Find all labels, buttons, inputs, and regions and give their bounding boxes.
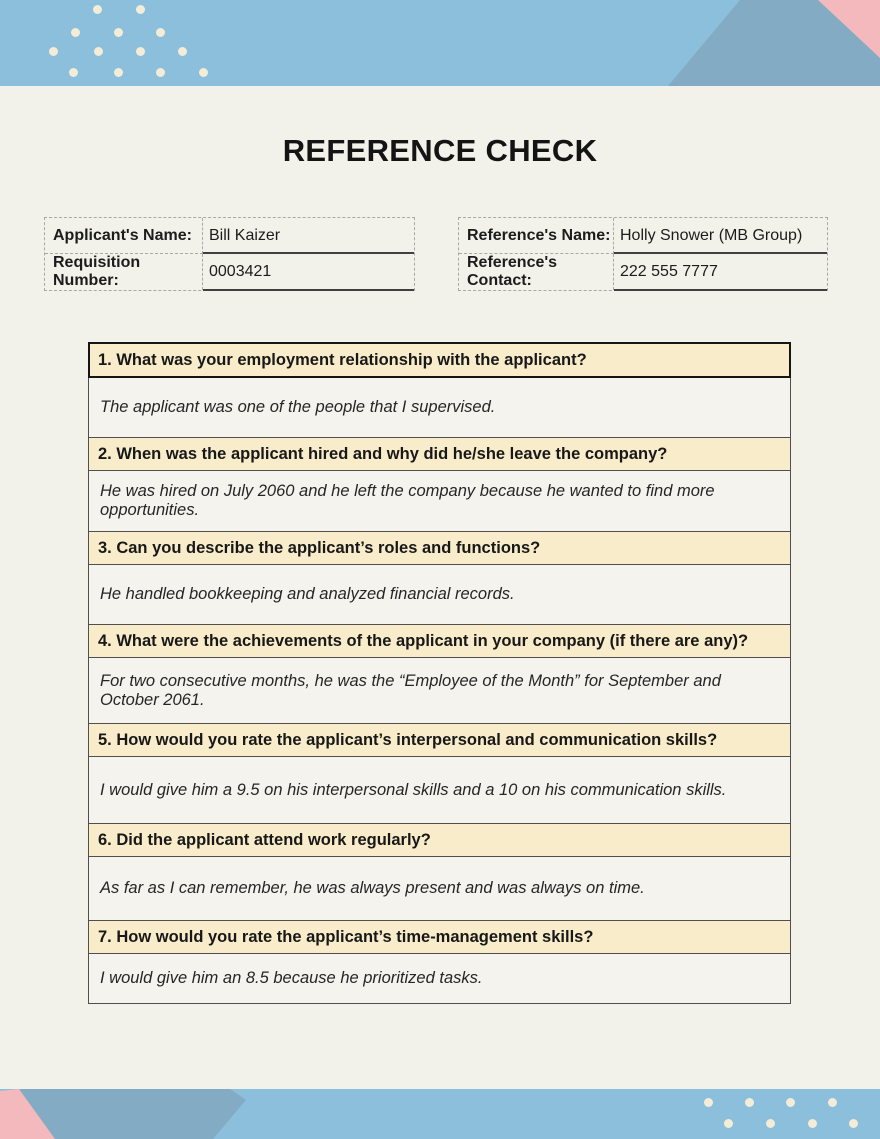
decor-dot <box>745 1098 754 1107</box>
decor-dot <box>69 68 78 77</box>
qa-table <box>88 342 791 1004</box>
footer-dark-blue-shape <box>0 1089 880 1139</box>
decor-dot <box>199 68 208 77</box>
answer-2[interactable]: He was hired on July 2060 and he left the company because he wanted to find more opportunities. <box>89 471 790 531</box>
decor-dot <box>178 47 187 56</box>
question-4: 4. What were the achievements of the applicant in your company (if there are any)? <box>89 624 790 658</box>
decor-dot <box>93 5 102 14</box>
decor-dot <box>94 47 103 56</box>
decor-dot <box>766 1119 775 1128</box>
answer-6[interactable]: As far as I can remember, he was always present and was always on time. <box>89 857 790 920</box>
question-7: 7. How would you rate the applicant’s time-management skills? <box>89 920 790 954</box>
requisition-number-value[interactable]: 0003421 <box>203 254 414 290</box>
decor-dot <box>808 1119 817 1128</box>
reference-name-value[interactable]: Holly Snower (MB Group) <box>614 218 827 254</box>
decor-dot <box>49 47 58 56</box>
banner-dark-blue-shape <box>0 0 880 86</box>
requisition-number-label: Requisition Number: <box>45 254 203 290</box>
reference-contact-label: Reference's Contact: <box>459 254 614 290</box>
page-title: REFERENCE CHECK <box>282 133 598 168</box>
question-1: 1. What was your employment relationship with the applicant? <box>89 343 790 377</box>
decor-dot <box>114 68 123 77</box>
question-3: 3. Can you describe the applicant’s roles and functions? <box>89 531 790 565</box>
answer-5[interactable]: I would give him a 9.5 on his interpersonal skills and a 10 on his communication skills. <box>89 757 790 823</box>
decor-dot <box>828 1098 837 1107</box>
decor-dot <box>156 68 165 77</box>
answer-3[interactable]: He handled bookkeeping and analyzed financial records. <box>89 565 790 624</box>
question-2: 2. When was the applicant hired and why did he/she leave the company? <box>89 437 790 471</box>
top-banner <box>0 0 880 86</box>
decor-dot <box>114 28 123 37</box>
decor-dot <box>136 5 145 14</box>
decor-dot <box>136 47 145 56</box>
decor-dot <box>724 1119 733 1128</box>
decor-dot <box>704 1098 713 1107</box>
applicant-name-label: Applicant's Name: <box>45 218 203 254</box>
answer-4[interactable]: For two consecutive months, he was the “Employee of the Month” for September and October 2061. <box>89 658 790 723</box>
decor-dot <box>849 1119 858 1128</box>
question-5: 5. How would you rate the applicant’s interpersonal and communication skills? <box>89 723 790 757</box>
applicant-fields-group <box>44 217 415 291</box>
bottom-banner <box>0 1089 880 1139</box>
answer-1[interactable]: The applicant was one of the people that I supervised. <box>89 377 790 437</box>
decor-dot <box>71 28 80 37</box>
reference-fields-group <box>458 217 828 291</box>
decor-dot <box>786 1098 795 1107</box>
decor-dot <box>156 28 165 37</box>
question-6: 6. Did the applicant attend work regularly? <box>89 823 790 857</box>
applicant-name-value[interactable]: Bill Kaizer <box>203 218 414 254</box>
reference-name-label: Reference's Name: <box>459 218 614 254</box>
answer-7[interactable]: I would give him an 8.5 because he prioritized tasks. <box>89 954 790 1003</box>
reference-contact-value[interactable]: 222 555 7777 <box>614 254 827 290</box>
